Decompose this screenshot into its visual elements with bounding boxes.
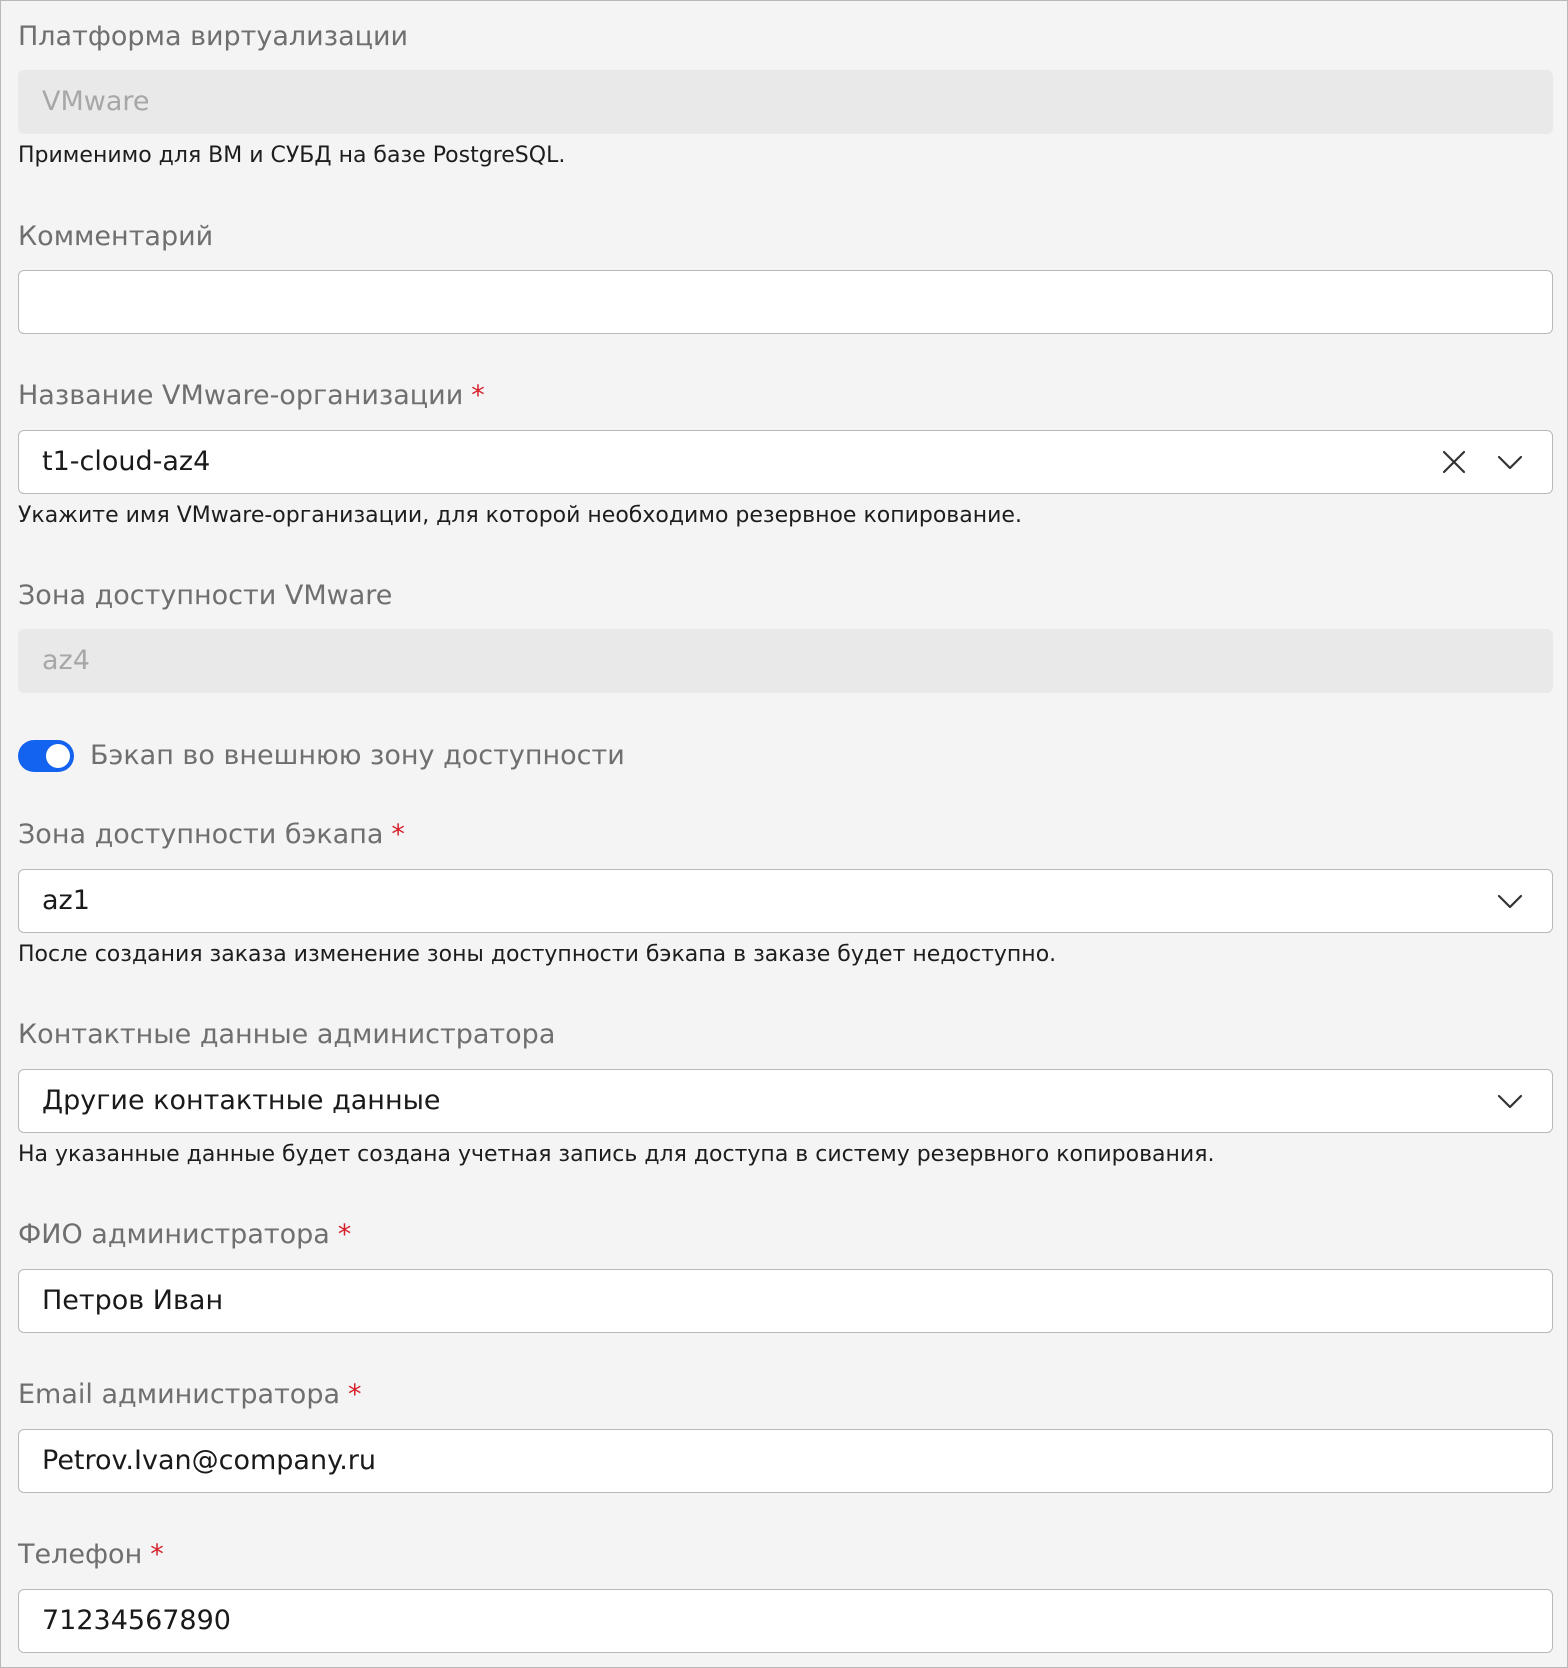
chevron-down-icon[interactable] bbox=[1496, 448, 1524, 476]
chevron-down-icon[interactable] bbox=[1496, 1087, 1524, 1115]
backup-zone-label: Зона доступности бэкапа * bbox=[18, 819, 405, 850]
vmware-org-select[interactable] bbox=[18, 430, 1553, 494]
vmware-org-hint: Укажите имя VMware-организации, для которой необходимо резервное копирование. bbox=[18, 503, 1022, 528]
phone-input[interactable] bbox=[18, 1589, 1553, 1653]
chevron-down-icon[interactable] bbox=[1496, 887, 1524, 915]
admin-email-label: Email администратора * bbox=[18, 1379, 362, 1410]
admin-contacts-value: Другие контактные данные bbox=[42, 1085, 441, 1116]
external-backup-toggle[interactable] bbox=[18, 740, 74, 772]
vmware-zone-value: az4 bbox=[42, 645, 90, 676]
admin-contacts-label: Контактные данные администратора bbox=[18, 1019, 556, 1050]
comment-input[interactable] bbox=[18, 270, 1553, 334]
phone-label: Телефон * bbox=[18, 1539, 164, 1570]
platform-value: VMware bbox=[42, 86, 150, 117]
backup-zone-hint: После создания заказа изменение зоны доступности бэкапа в заказе будет недоступно. bbox=[18, 942, 1057, 967]
platform-label: Платформа виртуализации bbox=[18, 21, 409, 52]
phone-value: 71234567890 bbox=[42, 1605, 231, 1636]
vmware-org-label: Название VMware-организации * bbox=[18, 380, 485, 411]
required-mark: * bbox=[150, 1539, 164, 1570]
admin-email-value: Petrov.Ivan@company.ru bbox=[42, 1445, 376, 1476]
required-mark: * bbox=[337, 1219, 352, 1250]
vmware-zone-label: Зона доступности VMware bbox=[18, 580, 393, 611]
platform-hint: Применимо для ВМ и СУБД на базе PostgreSQL. bbox=[18, 143, 566, 168]
admin-name-label: ФИО администратора * bbox=[18, 1219, 352, 1250]
external-backup-toggle-label: Бэкап во внешнюю зону доступности bbox=[90, 740, 625, 771]
vmware-org-value: t1-cloud-az4 bbox=[42, 446, 211, 477]
admin-email-input[interactable] bbox=[18, 1429, 1553, 1493]
toggle-knob bbox=[46, 744, 70, 768]
admin-contacts-hint: На указанные данные будет создана учетная запись для доступа в систему резервного копирования. bbox=[18, 1142, 1215, 1167]
required-mark: * bbox=[348, 1379, 362, 1410]
required-mark: * bbox=[471, 380, 485, 411]
comment-label: Комментарий bbox=[18, 221, 214, 252]
required-mark: * bbox=[391, 819, 405, 850]
admin-name-input[interactable] bbox=[18, 1269, 1553, 1333]
platform-field bbox=[18, 70, 1553, 134]
backup-zone-value: az1 bbox=[42, 885, 90, 916]
admin-name-value: Петров Иван bbox=[42, 1285, 224, 1316]
close-icon[interactable] bbox=[1440, 448, 1468, 476]
backup-zone-select[interactable] bbox=[18, 869, 1553, 933]
admin-contacts-select[interactable] bbox=[18, 1069, 1553, 1133]
vmware-zone-field bbox=[18, 629, 1553, 693]
